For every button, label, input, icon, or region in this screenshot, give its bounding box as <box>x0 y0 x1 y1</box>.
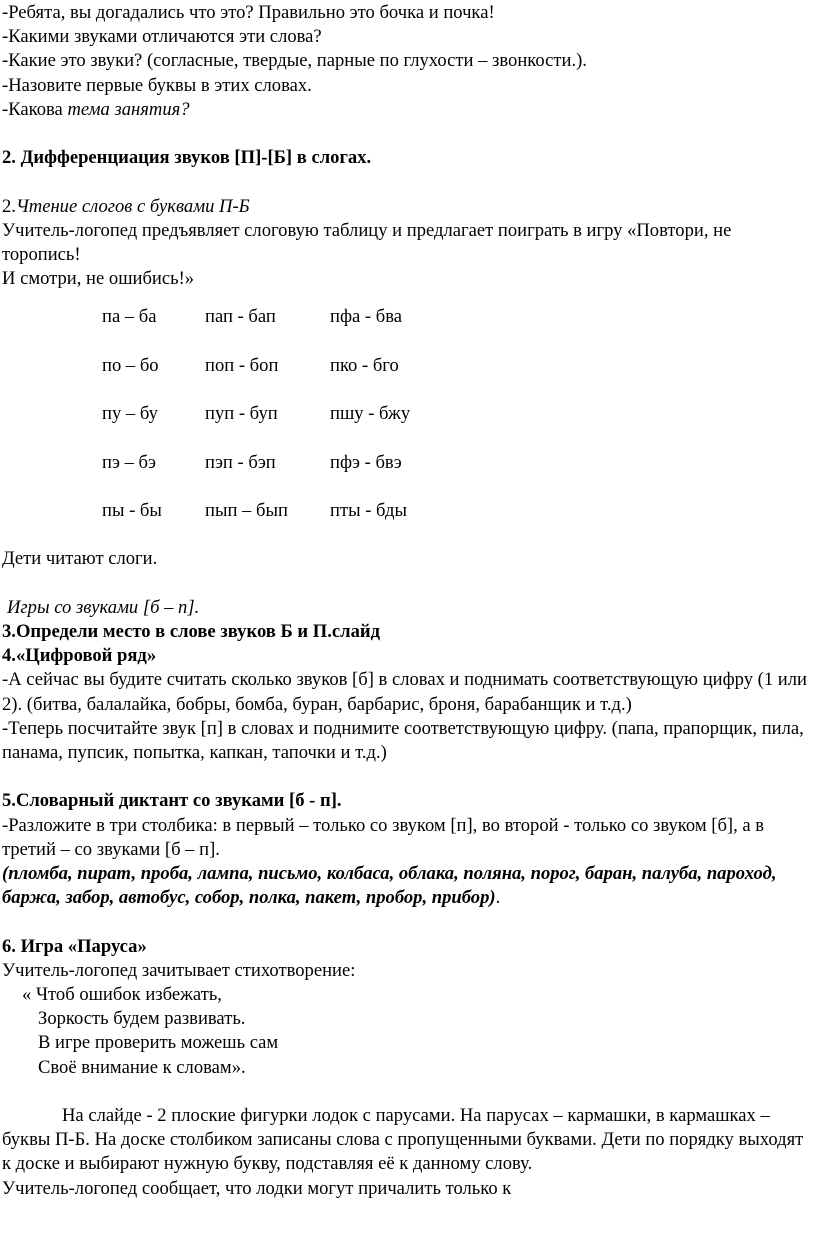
syllable-cell: поп - боп <box>205 354 279 376</box>
games-title: Игры со звуками [б – п]. <box>7 596 200 618</box>
intro-line-5 <box>2 98 810 122</box>
section-3-heading: 3.Определи место в слове звуков Б и П.слайд <box>2 621 380 642</box>
intro-line-5-plain: -Какова <box>2 98 68 120</box>
section-2-sub-title: Чтение слогов с буквами П-Б <box>15 195 250 217</box>
syllable-cell: пко - бго <box>330 354 399 376</box>
syllable-cell: па – ба <box>102 306 157 328</box>
intro-line-2: -Какими звуками отличаются эти слова? <box>2 26 322 48</box>
syllable-row <box>2 354 810 403</box>
syllable-cell: пфа - бва <box>330 306 402 328</box>
syllable-row <box>2 402 810 451</box>
section-2-sub-num: 2. <box>2 195 16 217</box>
section-6-heading: 6. Игра «Паруса» <box>2 935 147 957</box>
syllable-cell: пшу - бжу <box>330 403 411 425</box>
section-4-paragraph-2: -Теперь посчитайте звук [п] в словах и поднимите соответствующую цифру. (папа, прапорщик, пила, панама, пупсик, попытка, капкан, тапочки и т.д.) <box>2 717 804 764</box>
syllable-cell: пу – бу <box>102 403 158 425</box>
document-page <box>2 1 810 1201</box>
syllable-cell: пфэ - бвэ <box>330 451 402 473</box>
syllable-row <box>2 305 810 354</box>
section-5-heading: 5.Словарный диктант со звуками [б - п]. <box>2 790 342 812</box>
syllable-cell: пы - бы <box>102 500 162 522</box>
intro-line-5-italic: тема занятия? <box>67 98 190 120</box>
section-4-heading: 4.«Цифровой ряд» <box>2 645 157 667</box>
children-read: Дети читают слоги. <box>2 548 158 570</box>
section-4-paragraph-1: -А сейчас вы будите считать сколько звуков [б] в словах и поднимать соответствующую цифру (1 или 2). (битва, балалайка, бобры, бомба, буран, барбарис, броня, барабанщик и т.д.) <box>2 669 807 715</box>
section-5-word-list-end: . <box>495 887 501 909</box>
section-6-intro: Учитель-логопед зачитывает стихотворение: <box>2 959 356 981</box>
poem-line-4: Своё внимание к словам». <box>38 1056 246 1078</box>
section-5-paragraph-1: -Разложите в три столбика: в первый – только со звуком [п], во второй - только со звуком [б], а в третий – со звуками [б – п]. <box>2 814 765 860</box>
section-2-subtitle <box>2 195 810 219</box>
poem-line-2: Зоркость будем развивать. <box>38 1008 246 1030</box>
section-6-paragraph-2: Учитель-логопед сообщает, что лодки могут причалить только к <box>2 1177 512 1199</box>
section-5-words <box>2 862 810 910</box>
section-2-heading: 2. Дифференциация звуков [П]-[Б] в слогах. <box>2 147 372 169</box>
syllable-cell: пуп - буп <box>205 403 278 425</box>
section-2-text-1: Учитель-логопед предъявляет слоговую таблицу и предлагает поиграть в игру «Повтори, не торопись! <box>2 219 732 265</box>
section-5-word-list: (пломба, пират, проба, лампа, письмо, колбаса, облака, поляна, порог, баран, палуба, пароход, баржа, забор, автобус, собор, полка, пакет, пробор, прибор) <box>2 863 777 909</box>
intro-line-4: -Назовите первые буквы в этих словах. <box>2 74 312 96</box>
syllable-cell: пты - бды <box>330 500 408 522</box>
syllable-cell: по – бо <box>102 354 159 376</box>
poem-line-3: В игре проверить можешь сам <box>38 1032 279 1054</box>
syllable-row <box>2 499 810 533</box>
intro-line-1: -Ребята, вы догадались что это? Правильно это бочка и почка! <box>2 2 495 23</box>
syllable-table <box>2 305 810 533</box>
syllable-cell: пып – бып <box>205 500 288 522</box>
syllable-cell: пэп - бэп <box>205 451 276 473</box>
syllable-cell: пэ – бэ <box>102 451 156 473</box>
poem-line-1: « Чтоб ошибок избежать, <box>22 984 222 1006</box>
syllable-row <box>2 451 810 500</box>
intro-line-3: -Какие это звуки? (согласные, твердые, парные по глухости – звонкости.). <box>2 50 587 72</box>
section-2-text-2: И смотри, не ошибись!» <box>2 268 195 290</box>
section-6-paragraph-1: На слайде - 2 плоские фигурки лодок с парусами. На парусах – кармашки, в кармашках – буквы П-Б. На доске столбиком записаны слова с пропущенными буквами. Дети по порядку выходят к доске и выбирают нужную букву, подставляя её к данному слову. <box>2 1105 804 1175</box>
syllable-cell: пап - бап <box>205 306 276 328</box>
